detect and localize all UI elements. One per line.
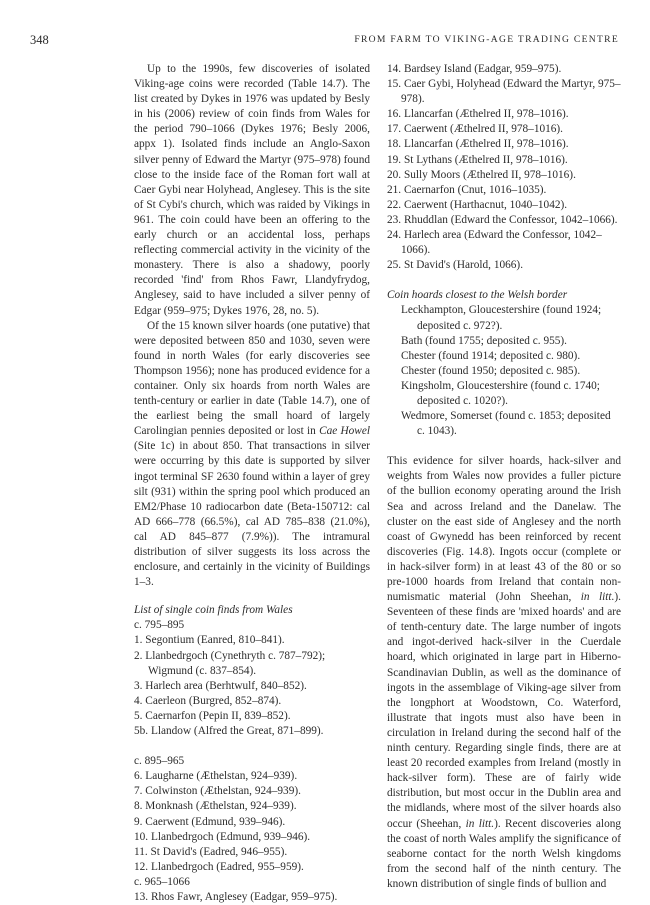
list-title: List of single coin finds from Wales xyxy=(134,604,293,617)
list-item: 14. Bardsey Island (Eadgar, 959–975). xyxy=(387,63,562,75)
list-item: 3. Harlech area (Berhtwulf, 840–852). xyxy=(134,679,307,692)
coin-list-2 xyxy=(134,769,370,875)
list-item: 2. Llanbedrgoch (Cynethryth c. 787–792); Wigmund (c. 837–854). xyxy=(134,649,326,677)
list-item: 6. Laugharne (Æthelstan, 924–939). xyxy=(134,770,298,783)
list-item: 7. Colwinston (Æthelstan, 924–939). xyxy=(134,785,301,798)
list-item: 4. Caerleon (Burgred, 852–874). xyxy=(134,694,282,707)
period-heading: c. 795–895 xyxy=(134,619,185,632)
list-item: 11. St David's (Eadred, 946–955). xyxy=(134,845,288,858)
list-item: 22. Caerwent (Harthacnut, 1040–1042). xyxy=(387,198,568,211)
list-item: 19. St Lythans (Æthelred II, 978–1016). xyxy=(387,153,568,166)
list-item: 17. Caerwent (Æthelred II, 978–1016). xyxy=(387,123,563,136)
citation: in litt. xyxy=(580,591,615,604)
coin-list-3-continued xyxy=(387,62,621,273)
list-item: 1. Segontium (Eanred, 810–841). xyxy=(134,634,285,647)
text-run: ). Seventeen of these finds are 'mixed hoards' and are of tenth-century date. The large number of ingots and ingot-derived hack-silver in the Cuerdale hoard, which originated in large part in Hiberno-Scandinavian Dublin, as well as the dominance of ingots in the assemblage of Viking-age silver from the longphort at Woodstown, Co. Waterford, illustrate that ingots must also have been in circulation in Ireland during the second half of the ninth century. Regarding single finds, there are at least 20 recorded examples from Ireland (mostly in hack-silver form). These are of fairly wide distribution, but most occur in the Dublin area and the midlands, where most of the silver hoards also occur (Sheehan, xyxy=(387,591,621,830)
list-item: 13. Rhos Fawr, Anglesey (Eadgar, 959–975). xyxy=(134,890,338,903)
list-item: 15. Caer Gybi, Holyhead (Edward the Martyr, 975–978). xyxy=(387,78,621,106)
period-heading: c. 965–1066 xyxy=(134,875,190,888)
coin-list-1 xyxy=(134,633,370,739)
paragraph-bullion-economy xyxy=(387,454,621,892)
list-item: 5. Caernarfon (Pepin II, 839–852). xyxy=(134,709,291,722)
paragraph-silver-hoards xyxy=(134,319,370,591)
hoard-item: Chester (found 1914; deposited c. 980). xyxy=(401,349,581,362)
hoard-item: Kingsholm, Gloucestershire (found c. 1740; deposited c. 1020?). xyxy=(401,379,600,407)
hoard-item: Wedmore, Somerset (found c. 1853; deposited c. 1043). xyxy=(401,410,611,438)
period-heading: c. 895–965 xyxy=(134,755,185,768)
text-run: This evidence for silver hoards, hack-silver and weights from Wales now provides a fuller picture of the bullion economy operating around the Irish Sea and across Ireland and the Danelaw. The cluster on the east side of Anglesey and the north coast of Gwynedd has been reinforced by recent discoveries (Fig. 14.8). Ingots occur (complete or in hack-silver form) in at least 43 of the 80 or so pre-1000 hoards from Ireland that contain non-numismatic material (John Sheehan, xyxy=(387,455,621,604)
list-item: 10. Llanbedrgoch (Edmund, 939–946). xyxy=(134,830,311,843)
text-run: ). Recent discoveries along the coast of north Wales amplify the significance of seaborne contact for the north Welsh kingdoms from the second half of the ninth century. The known distribution of single finds of bullion and xyxy=(387,817,622,890)
list-item: 23. Rhuddlan (Edward the Confessor, 1042–1066). xyxy=(387,213,618,226)
coin-list-3 xyxy=(134,890,370,905)
hoard-item: Leckhampton, Gloucestershire (found 1924; deposited c. 972?). xyxy=(401,304,602,332)
list-item: 21. Caernarfon (Cnut, 1016–1035). xyxy=(387,183,547,196)
list-item: 5b. Llandow (Alfred the Great, 871–899). xyxy=(134,725,324,738)
list-item: 20. Sully Moors (Æthelred II, 978–1016). xyxy=(387,168,576,181)
paragraph-coin-finds: Up to the 1990s, few discoveries of isolated Viking-age coins were recorded (Table 14.7). The list created by Dykes in 1976 was updated by Besly in his (2006) review of coin finds from Wales for the period 790–1066 (Dykes 1976; Besly 2006, appx 1). Isolated finds include an Anglo-Saxon silver penny of Edward the Martyr (975–978) found close to the inside face of the Roman fort wall at Caer Gybi near Holyhead, Anglesey. This is the site of St Cybi's church, which was raided by Vikings in 961. The coin could have been an offering to the early church or an accidental loss, perhaps reflecting commercial activity in the vicinity of the monastery. There is also a shadowy, poorly recorded 'find' from Rhos Fawr, Llandyfrydog, Anglesey, said to have included a silver penny of Edgar (959–975; Dykes 1976, 28, no. 5). xyxy=(134,63,370,317)
running-head: FROM FARM TO VIKING-AGE TRADING CENTRE xyxy=(354,34,619,45)
hoard-item: Bath (found 1755; deposited c. 955). xyxy=(401,334,567,347)
left-column xyxy=(134,62,370,905)
list-item: 8. Monknash (Æthelstan, 924–939). xyxy=(134,800,297,813)
list-item: 25. St David's (Harold, 1066). xyxy=(387,259,524,272)
list-item: 18. Llancarfan (Æthelred II, 978–1016). xyxy=(387,138,569,151)
list-item: 9. Caerwent (Edmund, 939–946). xyxy=(134,815,286,828)
hoard-list xyxy=(387,303,621,439)
page-number: 348 xyxy=(30,33,49,47)
list-item: 12. Llanbedrgoch (Eadred, 955–959). xyxy=(134,860,304,873)
text-run: (Site 1c) in about 850. That transactions in silver were occurring by this date is supported by silver ingot terminal SF 2630 found within a layer of grey silt (931) within the spring pool which produced an EM2/Phase 10 radiocarbon date (Beta-150712: cal AD 666–778 (66.5%), cal AD 785–838 (21.0%), cal AD 845–877 (7.9%)). The intramural distribution of silver suggests its loss across the enclosure, and certainly in the vicinity of Buildings 1–3. xyxy=(134,440,370,589)
text-run: Of the 15 known silver hoards (one putative) that were deposited between 850 and 1030, seven were found in north Wales (for early discoveries see Thompson 1956); none has produced evidence for a container. Only six hoards from north Wales are tenth-century or earlier in date (Table 14.7), one of the earliest being the small hoard of largely Carolingian pennies deposited or lost in xyxy=(134,319,370,438)
list-item: 24. Harlech area (Edward the Confessor, 1042–1066). xyxy=(387,229,602,257)
list-item: 16. Llancarfan (Æthelred II, 978–1016). xyxy=(387,108,569,121)
right-column xyxy=(387,62,621,892)
site-name: Cae Howel xyxy=(319,425,370,438)
citation: in litt. xyxy=(465,817,495,830)
hoard-item: Chester (found 1950; deposited c. 985). xyxy=(401,364,581,377)
hoard-list-title: Coin hoards closest to the Welsh border xyxy=(387,289,568,302)
